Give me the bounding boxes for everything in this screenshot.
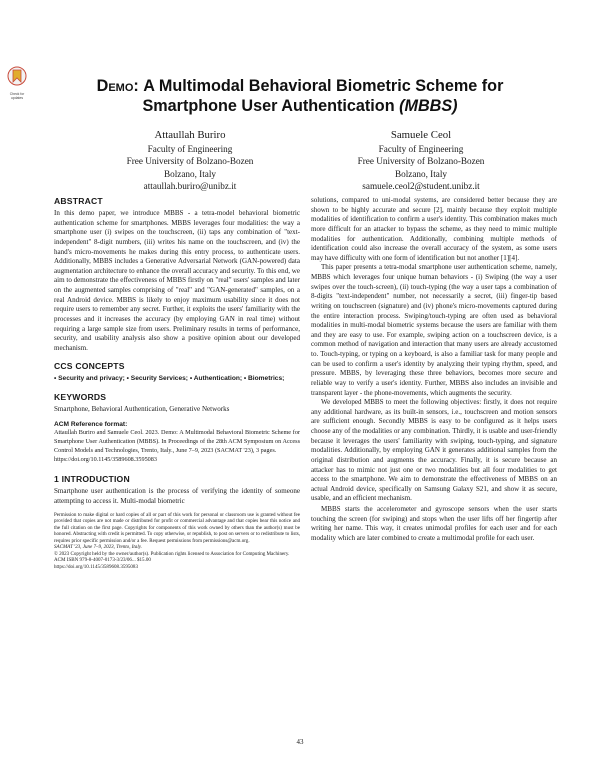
title-line2: Smartphone User Authentication (142, 97, 395, 115)
title-prefix: Demo: (96, 77, 144, 95)
copyright-line: © 2023 Copyright held by the owner/author(s). Publication rights licensed to Association for Computing Machinery. (54, 550, 290, 557)
doi-link[interactable]: https://doi.org/10.1145/3589608.3595083 (54, 563, 138, 570)
author-block-2 (311, 129, 531, 193)
title-acronym: (MBBS) (399, 97, 458, 115)
abstract-heading: ABSTRACT (54, 196, 103, 206)
paragraph: This paper presents a tetra-modal smartphone user authentication scheme, namely, MBBS which leverages four unique human behaviors - (i) Swiping (the way a user swipes over the touch-screen), (ii) touch-typing (the way a user taps a combination of 8-digits "text-independent" number, not necessarily a secret, (iii) finger-tip based writing on touchscreen (signature) and (iv) phone's micro-movements captured during the entire interaction process. Swiping/touch-typing are often used as behavioral modalities in multi-modal biometric systems because the users are familiar with them and they are easy to use. For example, swiping action on a touchscreen device, is a common method of navigation and interaction that many users are already accustomed to. Touch-typing, or typing on a keyboard, is also a familiar task for many people and can be used to confirm a user's identity by analyzing their typing rhythm, speed, and pressure. MBBS, by leveraging these three behaviors, becomes more secure and reliable way to verify a user's identity. Further, MBBS also includes an invisible and transparent layer - the phone-movements, which augments the security. (311, 263, 557, 397)
permission-notice: Permission to make digital or hard copies of all or part of this work for personal or classroom use is granted without fee provided that copies are not made or distributed for profit or commercial advantage and that copies bear this notice and the full citation on the first page. Copyrights for components of this work owned by others than the author(s) must be honored. Abstracting with credit is permitted. To copy otherwise, or republish, to post on servers or to redistribute to lists, requires prior specific permission and/or a fee. Request permissions from permissions@acm.org. (54, 511, 300, 544)
author-dept: Faculty of Engineering (147, 144, 233, 154)
conference-line: SACMAT '23, June 7–9, 2023, Trento, Italy. (54, 544, 142, 551)
author-univ: Free University of Bolzano-Bozen (357, 156, 485, 167)
badge-label: Check for updates (9, 92, 25, 100)
author-name: Samuele Ceol (390, 129, 452, 141)
author-univ: Free University of Bolzano-Bozen (126, 156, 254, 167)
acm-reference-doi[interactable]: https://doi.org/10.1145/3589608.3595083 (54, 455, 157, 463)
acm-reference-text: Attaullah Buriro and Samuele Ceol. 2023. Demo: A Multimodal Behavioral Biometric Scheme for Smartphone User Authentication (MBBS). In Proceedings of the 28th ACM Symposium on Access Control Models and Technologies, Trento, Italy., June 7–9, 2023 (SACMAT '23), 3 pages. (54, 429, 300, 454)
author-block-1 (80, 129, 300, 193)
right-column (311, 196, 557, 544)
author-email[interactable]: samuele.ceol2@student.unibz.it (362, 181, 480, 192)
abstract-text: In this demo paper, we introduce MBBS - a tetra-model behavioral biometric authentication scheme for smartphones. MBBS leverages four modalities: the way a smartphone user (i) swipes on the touchscreen, (ii) taps any combination of "text-independent" 8-digit numbers, (iii) writes his name on the touchscreen, and (iv) the hand's micro-movements he makes during this entry process, to authenticate users. Additionally, MBBS includes a Generative Adversarial Network (GAN-powered) data augmentation architecture to enhance the overall accuracy and security. To this end, we aim to demonstrate the effectiveness of MBBS firstly on "real" users' samples and later on the augmented samples comprising of "real" and "GAN-generated" samples, on a real Android device. MBBS is likely to enjoy maximum usability since it does not require users to remember any secret. Further, it exploits the users' familiarity with the processes and it increases the accuracy (by employing GAN in real time) without requiring a large sample size from users. Preliminary results in terms of performance, security, and usability analysis also show a positive opinion about our developed mechanism. (54, 209, 300, 352)
paper-title (60, 76, 540, 116)
check-for-updates-badge[interactable] (6, 66, 28, 100)
acm-reference-heading: ACM Reference format: (54, 420, 128, 428)
ccs-heading: CCS CONCEPTS (54, 361, 125, 372)
introduction-heading: 1 INTRODUCTION (54, 474, 130, 485)
ccs-text: • Security and privacy; • Security Services; • Authentication; • Biometrics; (54, 375, 285, 383)
title-line1: A Multimodal Behavioral Biometric Scheme for (143, 77, 504, 95)
bookmark-ribbon-icon (6, 66, 28, 88)
page-number: 43 (296, 738, 304, 746)
left-column (54, 196, 300, 570)
keywords-heading: KEYWORDS (54, 392, 107, 402)
author-email[interactable]: attaullah.buriro@unibz.it (143, 181, 237, 192)
isbn-line: ACM ISBN 979-8-4007-0173-3/23/06... $15.00 (54, 557, 151, 564)
paragraph: MBBS starts the accelerometer and gyroscope sensors when the user starts touching the screen (for swiping) and stops when the user lifts off her fingertip after writing her name. This way, it creates unimodal profiles for each user and for each modality which are later combined to create a multimodal profile for each user. (311, 505, 557, 542)
paragraph: solutions, compared to uni-modal systems, are considered better because they are shown to be highly accurate and secure [2], mainly because they exploit multiple modalities of identification to confirm a user's identity. This combination makes much more difficult for an attacker to bypass the scheme, as they need to mimic multiple modalities for authentication. Additionally, combining multiple methods of identification could also increase the overall accuracy of the system, as some users may have difficulty with one form of identification but not another [1][4]. (311, 196, 557, 262)
introduction-text: Smartphone user authentication is the process of verifying the identity of someone attempting to access it. Multi-modal biometric (54, 487, 300, 506)
copyright-footnote (54, 512, 300, 571)
author-location: Bolzano, Italy (394, 168, 448, 179)
author-dept: Faculty of Engineering (378, 144, 464, 154)
author-name: Attaullah Buriro (154, 129, 226, 141)
keywords-text: Smartphone, Behavioral Authentication, Generative Networks (54, 405, 230, 413)
author-location: Bolzano, Italy (163, 168, 217, 179)
paragraph: We developed MBBS to meet the following objectives: firstly, it does not require any additional hardware, as its built-in sensors, i.e., touchscreen and motion sensors are sufficient enough. Secondly MBBS is easy to be configured as it helps users choose any of the modalities or any combination. Thirdly, it is usable and user-friendly because it leverages the users' familiarity with swiping, touch-typing, and signature modalities. Additionally, by employing GAN it generates additional samples from the original distribution and augments the accuracy. Finally, it is secure because an attacker has to mimic not just one or two modalities but all four modalities to get access to the smartphone. We aim to demonstrate the effectiveness of MBBS on an actual Android device, specifically on Samsung Galaxy S21, and show it as secure, usable, and an efficient mechanism. (311, 398, 557, 503)
